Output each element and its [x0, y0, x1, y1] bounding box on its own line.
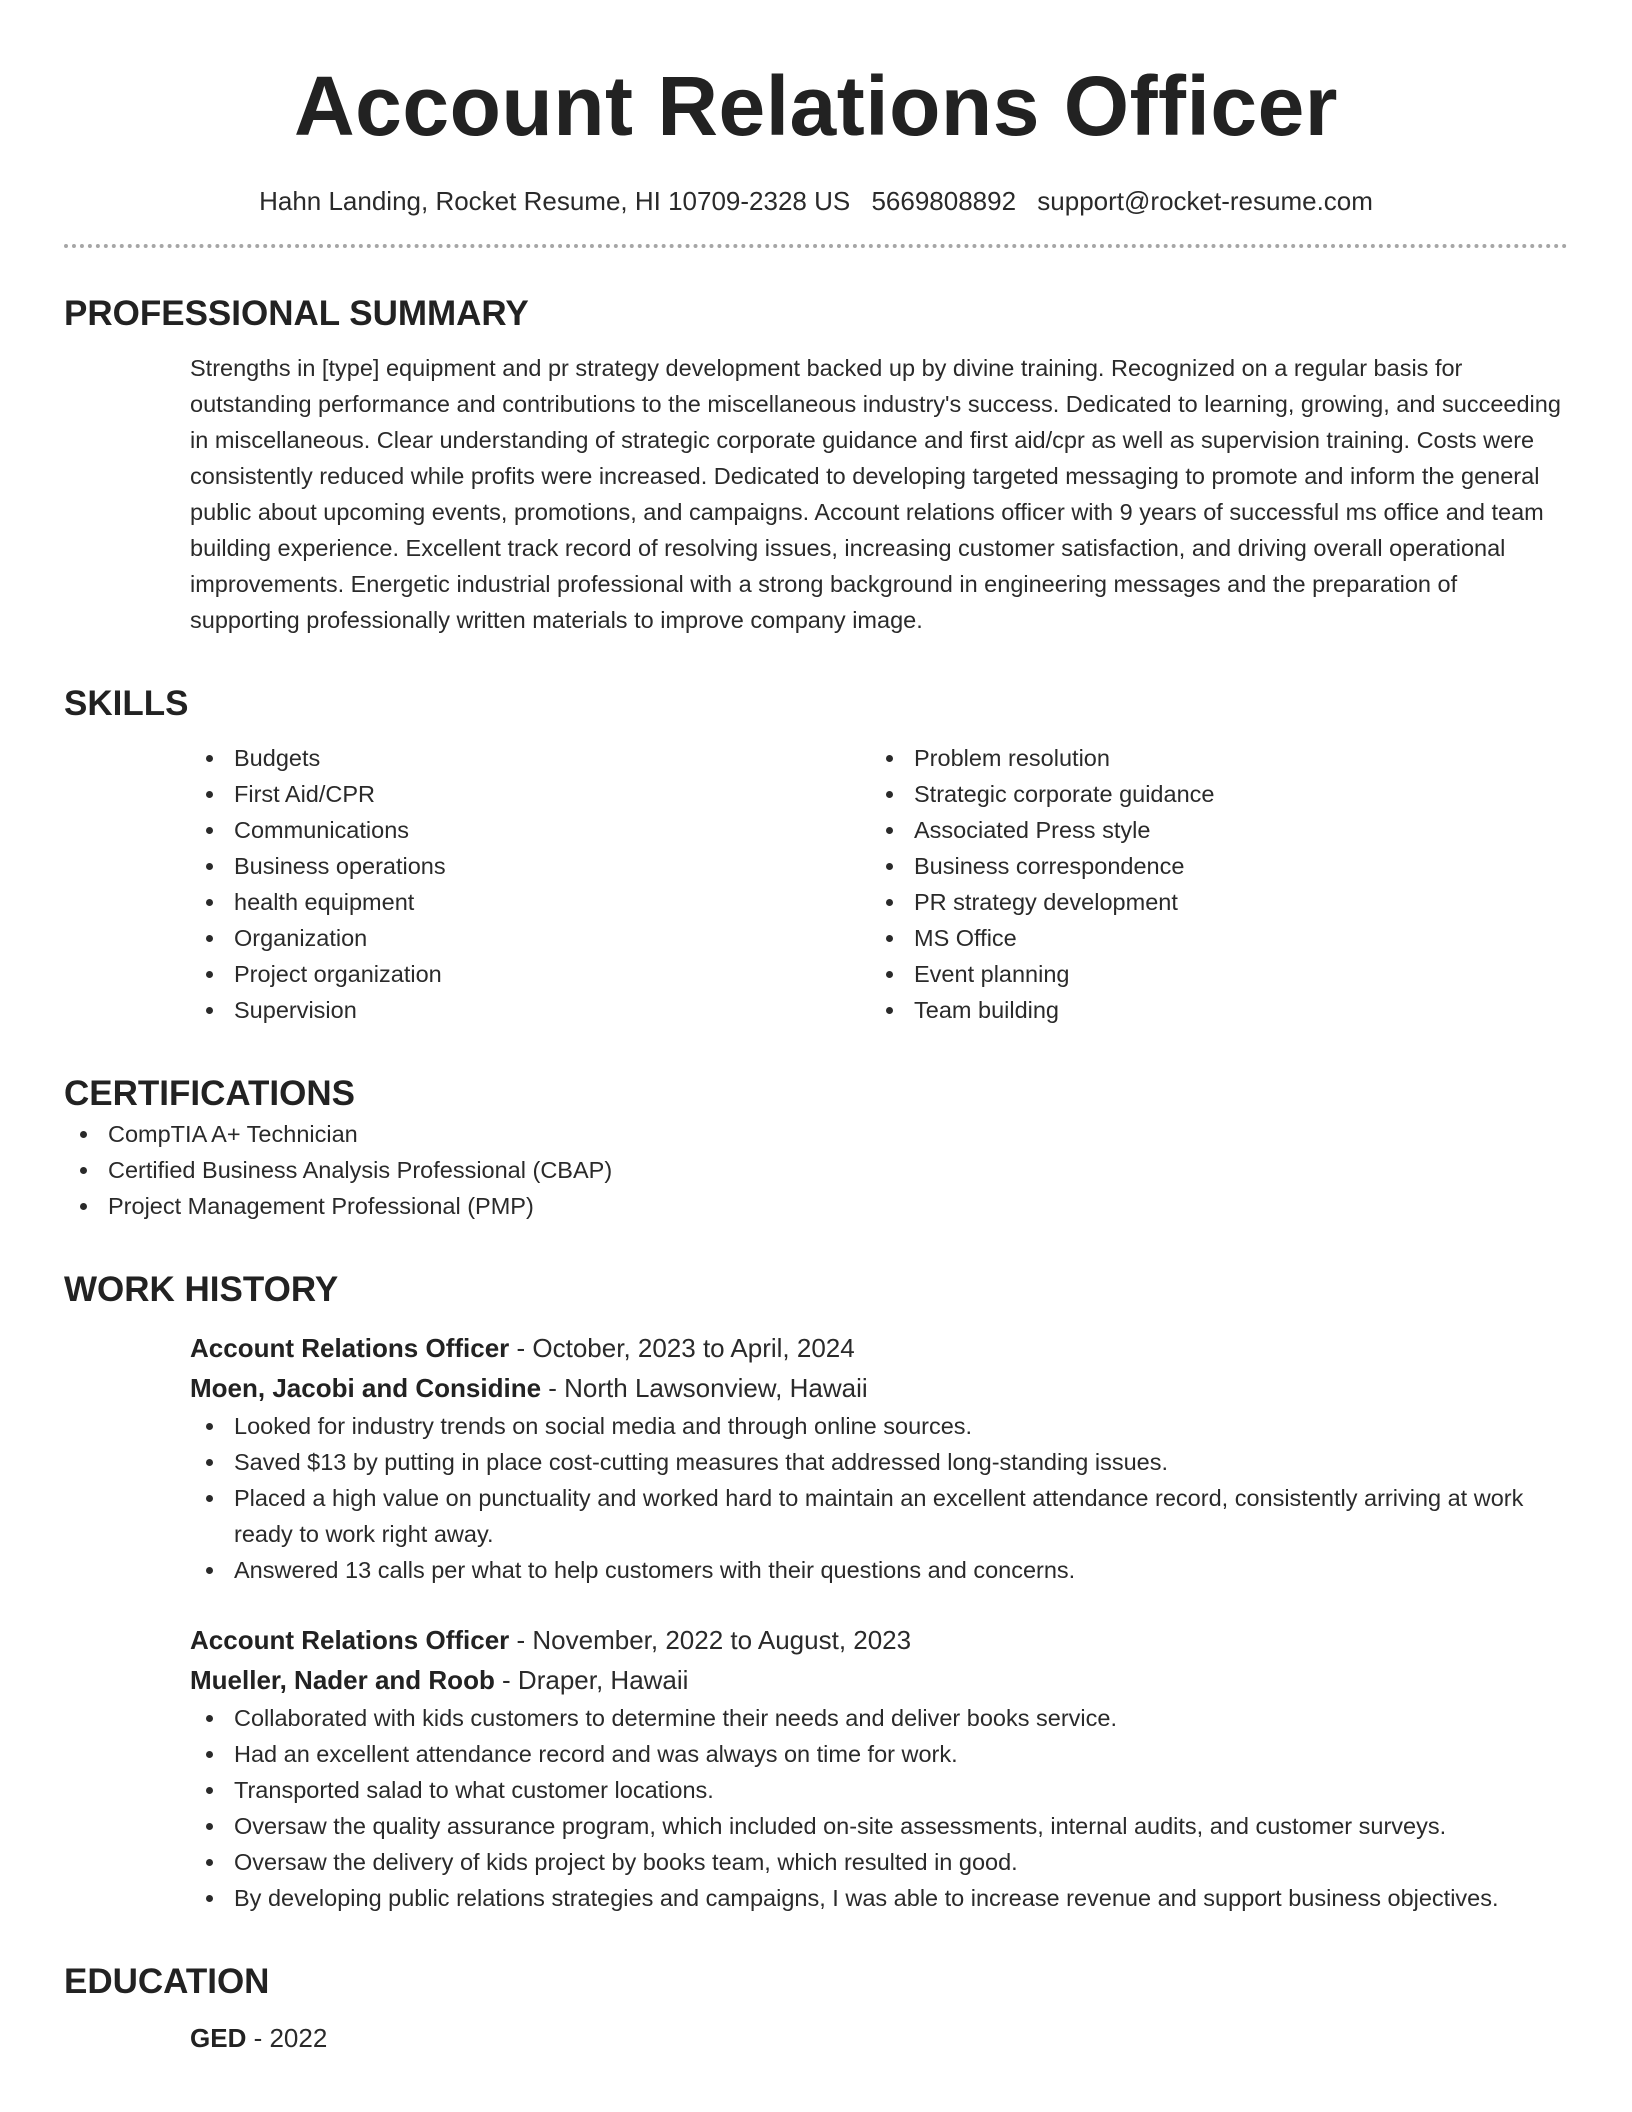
job-role-line — [190, 1328, 1568, 1368]
header-divider — [64, 244, 1568, 248]
certification-item: CompTIA A+ Technician — [64, 1116, 1568, 1152]
skill-item: PR strategy development — [870, 884, 1550, 920]
education-year: - 2022 — [246, 2023, 328, 2053]
job-role: Account Relations Officer — [190, 1333, 510, 1363]
job-company-line — [190, 1368, 1568, 1408]
job-role-line — [190, 1620, 1568, 1660]
skills-heading: SKILLS — [64, 684, 189, 723]
job-entry — [190, 1620, 1568, 1916]
skill-item: Associated Press style — [870, 812, 1550, 848]
summary-heading: PROFESSIONAL SUMMARY — [64, 294, 529, 333]
skill-item: Business operations — [190, 848, 870, 884]
contact-line — [64, 184, 1568, 218]
skill-item: Problem resolution — [870, 740, 1550, 776]
job-location: - Draper, Hawaii — [494, 1665, 689, 1695]
summary-text: Strengths in [type] equipment and pr strategy development backed up by divine training. Recognized on a regular basis for outstanding performance and contributions to the miscellaneous industry's success. Dedicated to learning, growing, and succeeding in miscellaneous. Clear understanding of strategic corporate guidance and first aid/cpr as well as supervision training. Costs were consistently reduced while profits were increased. Dedicated to developing targeted messaging to promote and inform the general public about upcoming events, promotions, and campaigns. Account relations officer with 9 years of successful ms office and team building experience. Excellent track record of resolving issues, increasing customer satisfaction, and driving overall operational improvements. Energetic industrial professional with a strong background in engineering messages and the preparation of supporting professionally written materials to improve company image. — [190, 355, 1561, 633]
job-location: - North Lawsonview, Hawaii — [541, 1373, 868, 1403]
skill-item: Organization — [190, 920, 870, 956]
job-dates: - October, 2023 to April, 2024 — [509, 1333, 855, 1363]
skill-item: Project organization — [190, 956, 870, 992]
job-duty-item: By developing public relations strategies and campaigns, I was able to increase revenue and support business objectives. — [190, 1880, 1568, 1916]
certification-item: Certified Business Analysis Professional (CBAP) — [64, 1152, 1568, 1188]
job-duty-item: Looked for industry trends on social media and through online sources. — [190, 1408, 1568, 1444]
job-duty-item: Saved $13 by putting in place cost-cutting measures that addressed long-standing issues. — [190, 1444, 1568, 1480]
skills-right-list — [870, 740, 1550, 1028]
skill-item: health equipment — [190, 884, 870, 920]
resume-page — [64, 0, 1568, 2058]
contact-address: Hahn Landing, Rocket Resume, HI 10709-2328 US — [259, 186, 851, 216]
skill-item: Event planning — [870, 956, 1550, 992]
job-duty-item: Oversaw the delivery of kids project by books team, which resulted in good. — [190, 1844, 1568, 1880]
skill-item: Business correspondence — [870, 848, 1550, 884]
skills-section — [64, 682, 1568, 1028]
job-dates: - November, 2022 to August, 2023 — [509, 1625, 912, 1655]
job-duties-list — [190, 1700, 1568, 1916]
skills-columns — [190, 740, 1568, 1028]
education-section — [64, 1960, 1568, 2058]
work-history-heading: WORK HISTORY — [64, 1270, 339, 1309]
job-duty-item: Had an excellent attendance record and was always on time for work. — [190, 1736, 1568, 1772]
job-duty-item: Answered 13 calls per what to help customers with their questions and concerns. — [190, 1552, 1568, 1588]
job-list — [64, 1328, 1568, 1916]
education-entry — [190, 2018, 1568, 2058]
job-duty-item: Collaborated with kids customers to determine their needs and deliver books service. — [190, 1700, 1568, 1736]
skill-item: Strategic corporate guidance — [870, 776, 1550, 812]
resume-title: Account Relations Officer — [293, 59, 1338, 153]
work-history-section — [64, 1268, 1568, 1916]
skill-item: First Aid/CPR — [190, 776, 870, 812]
contact-phone: 5669808892 — [871, 186, 1017, 216]
job-company: Mueller, Nader and Roob — [190, 1665, 495, 1695]
education-heading: EDUCATION — [64, 1962, 270, 2001]
summary-section — [64, 292, 1568, 638]
job-duty-item: Transported salad to what customer locations. — [190, 1772, 1568, 1808]
skill-item: MS Office — [870, 920, 1550, 956]
certification-item: Project Management Professional (PMP) — [64, 1188, 1568, 1224]
job-entry — [190, 1328, 1568, 1588]
job-company: Moen, Jacobi and Considine — [190, 1373, 542, 1403]
job-role: Account Relations Officer — [190, 1625, 510, 1655]
certifications-section — [64, 1072, 1568, 1224]
certifications-list — [64, 1116, 1568, 1224]
job-company-line — [190, 1660, 1568, 1700]
skill-item: Budgets — [190, 740, 870, 776]
skill-item: Supervision — [190, 992, 870, 1028]
contact-email: support@rocket-resume.com — [1037, 186, 1373, 216]
job-duty-item: Placed a high value on punctuality and worked hard to maintain an excellent attendance record, consistently arriving at work ready to work right away. — [190, 1480, 1568, 1552]
certifications-heading: CERTIFICATIONS — [64, 1074, 356, 1113]
education-degree: GED — [190, 2023, 247, 2053]
skill-item: Team building — [870, 992, 1550, 1028]
skills-left-list — [190, 740, 870, 1028]
skill-item: Communications — [190, 812, 870, 848]
job-duties-list — [190, 1408, 1568, 1588]
job-duty-item: Oversaw the quality assurance program, which included on-site assessments, internal audits, and customer surveys. — [190, 1808, 1568, 1844]
